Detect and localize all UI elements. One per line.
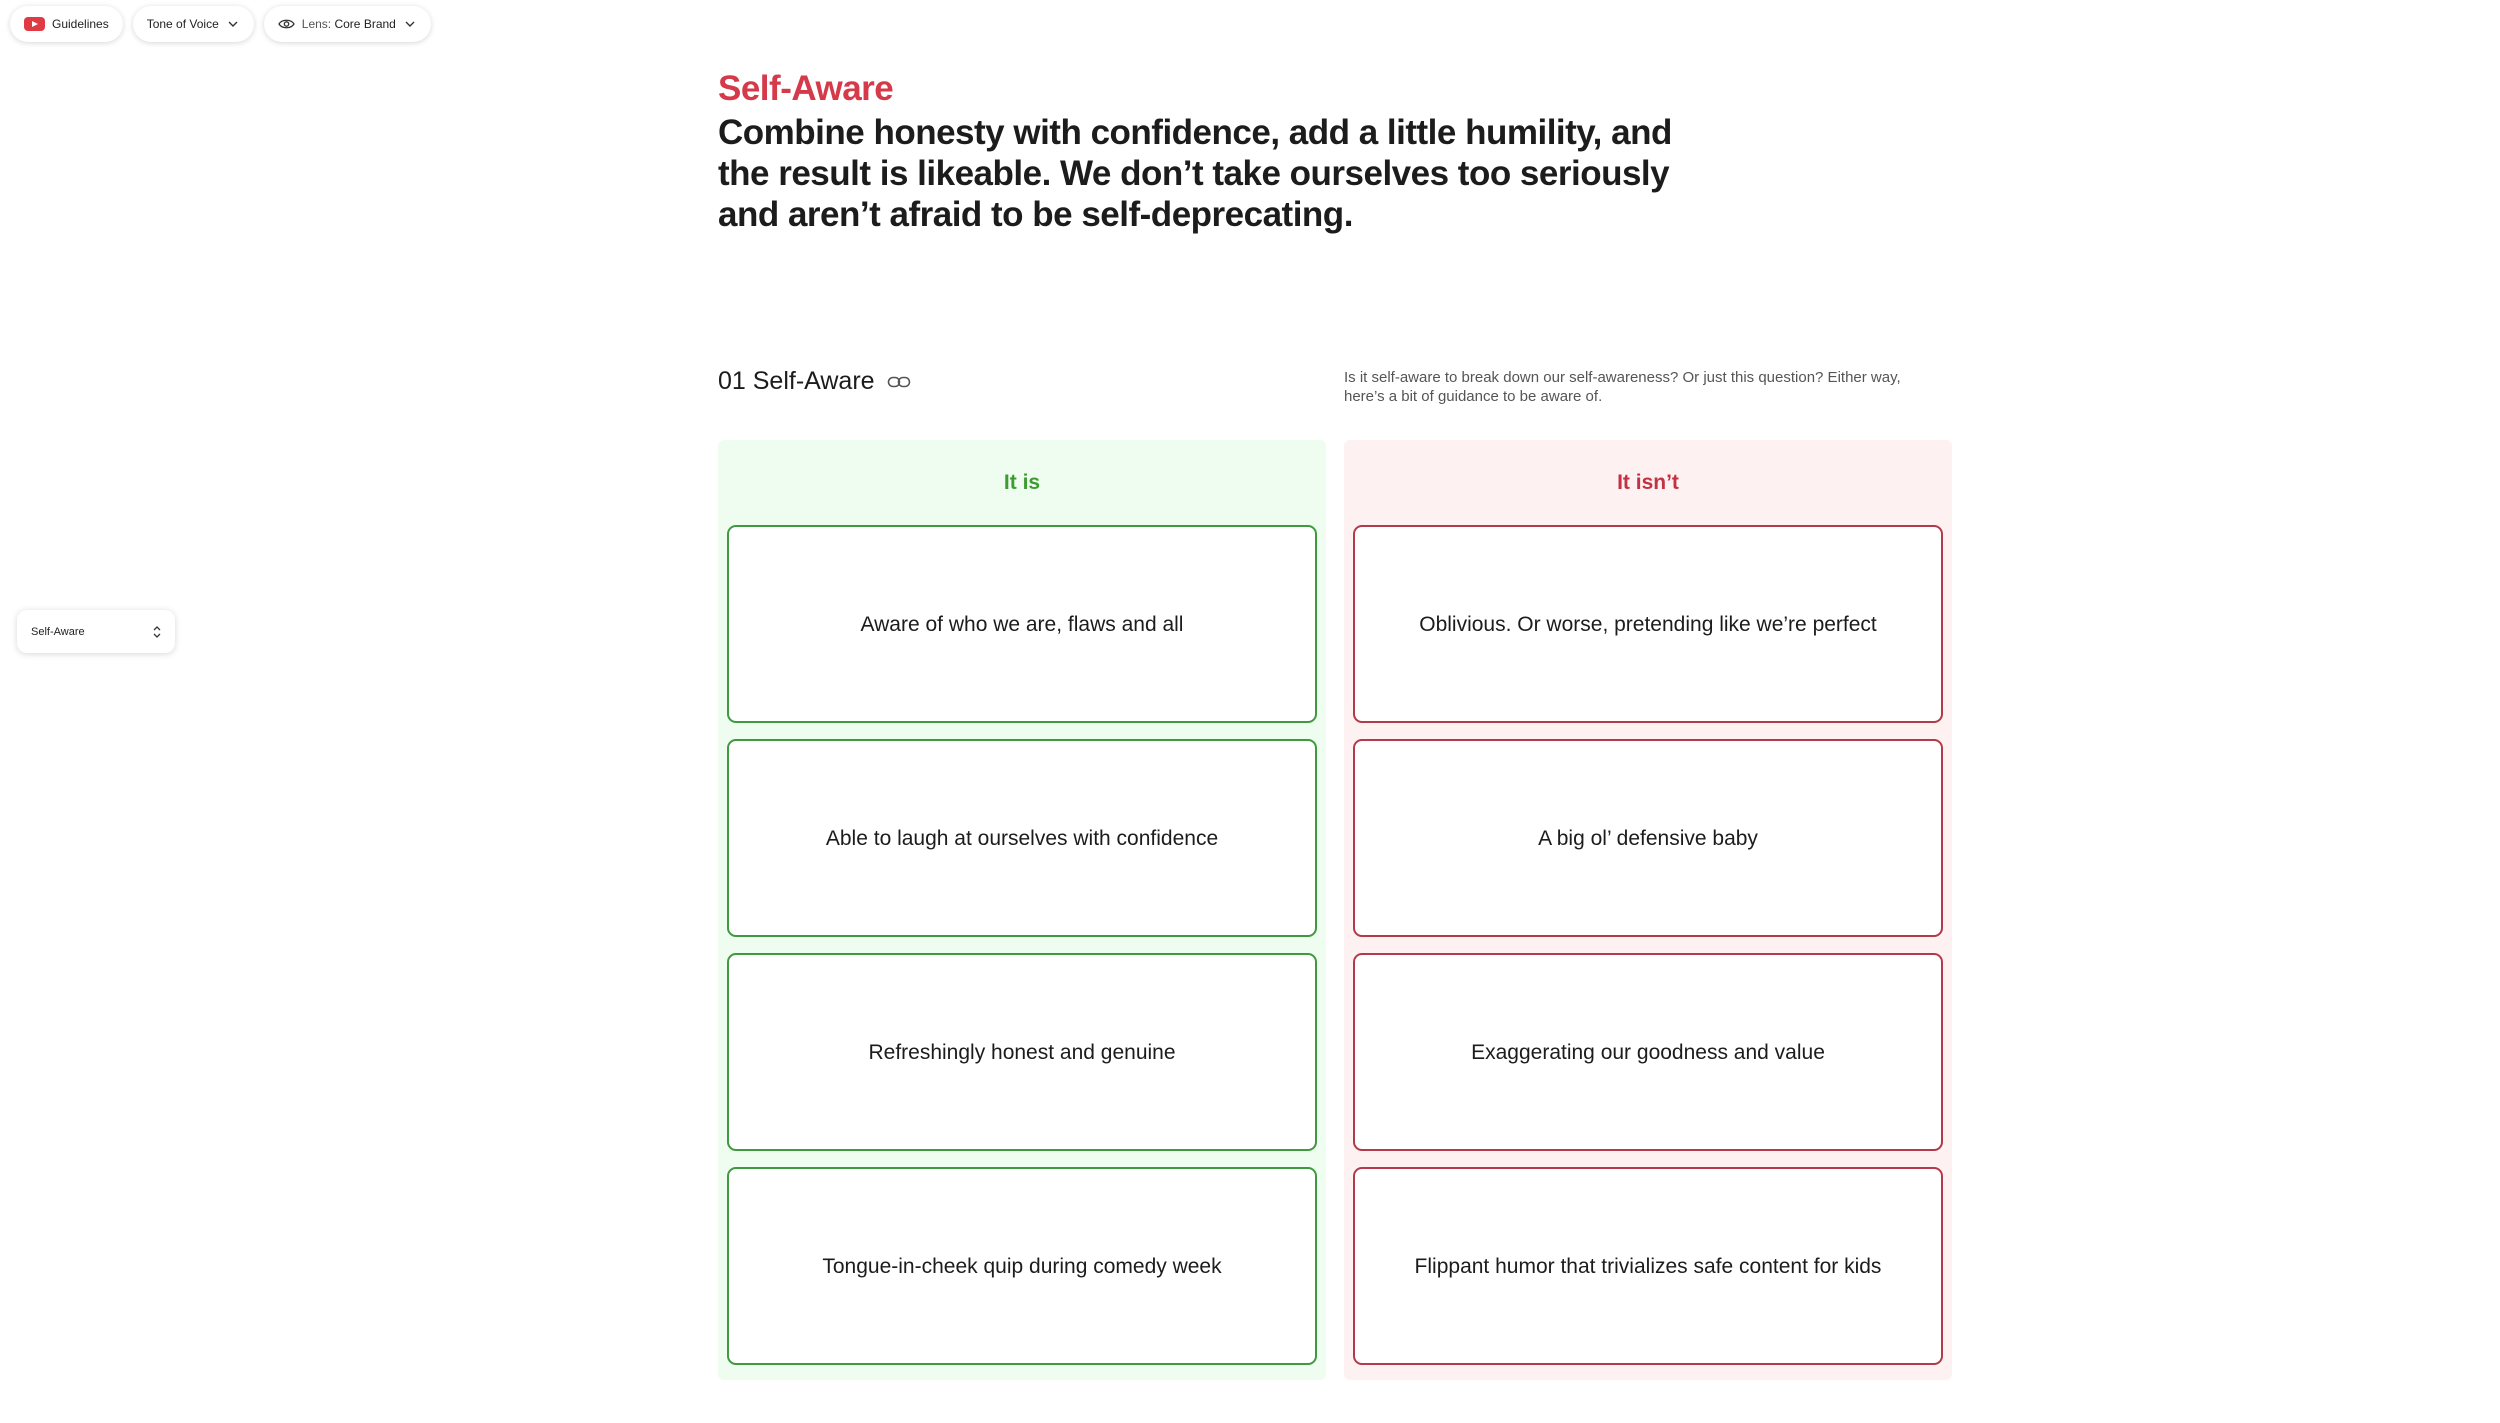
guidelines-button[interactable] bbox=[10, 6, 123, 42]
tone-of-voice-dropdown[interactable] bbox=[133, 6, 254, 42]
lens-prefix: Lens: bbox=[301, 17, 332, 31]
youtube-logo-icon bbox=[24, 17, 45, 31]
it-isnt-heading: It isn’t bbox=[1617, 470, 1679, 494]
guidelines-label: Guidelines bbox=[52, 17, 109, 31]
it-is-card: Able to laugh at ourselves with confidence bbox=[727, 739, 1317, 937]
section-selector[interactable] bbox=[17, 610, 175, 653]
it-is-column bbox=[718, 440, 1326, 1380]
section-heading bbox=[718, 367, 911, 396]
up-down-chevron-icon bbox=[151, 624, 163, 640]
section-selector-value: Self-Aware bbox=[31, 625, 85, 638]
hero-statement: Combine honesty with confidence, add a little humility, and the result is likeable. We don’t take ourselves too seriously and aren’t afraid to be self-deprecating. bbox=[718, 113, 1672, 234]
top-toolbar bbox=[10, 6, 431, 42]
it-is-card: Tongue-in-cheek quip during comedy week bbox=[727, 1167, 1317, 1365]
it-isnt-column bbox=[1344, 440, 1952, 1380]
link-icon[interactable] bbox=[887, 375, 911, 389]
it-isnt-card: A big ol’ defensive baby bbox=[1353, 739, 1943, 937]
tone-of-voice-label: Tone of Voice bbox=[146, 17, 219, 31]
it-isnt-card: Oblivious. Or worse, pretending like we’re perfect bbox=[1353, 525, 1943, 723]
hero-eyebrow: Self-Aware bbox=[718, 69, 894, 108]
it-is-card: Refreshingly honest and genuine bbox=[727, 953, 1317, 1151]
lens-value: Core Brand bbox=[334, 17, 396, 31]
it-is-heading: It is bbox=[1003, 470, 1041, 494]
chevron-down-icon bbox=[226, 17, 240, 31]
eye-icon bbox=[278, 18, 295, 30]
chevron-down-icon bbox=[403, 17, 417, 31]
lens-dropdown[interactable] bbox=[264, 6, 431, 42]
it-isnt-card: Flippant humor that trivializes safe content for kids bbox=[1353, 1167, 1943, 1365]
it-is-card: Aware of who we are, flaws and all bbox=[727, 525, 1317, 723]
it-isnt-card: Exaggerating our goodness and value bbox=[1353, 953, 1943, 1151]
section-title: 01 Self-Aware bbox=[718, 367, 875, 395]
section-description: Is it self-aware to break down our self-awareness? Or just this question? Either way, here’s a bit of guidance to be aware of. bbox=[1344, 369, 1901, 405]
hero bbox=[718, 66, 1718, 235]
